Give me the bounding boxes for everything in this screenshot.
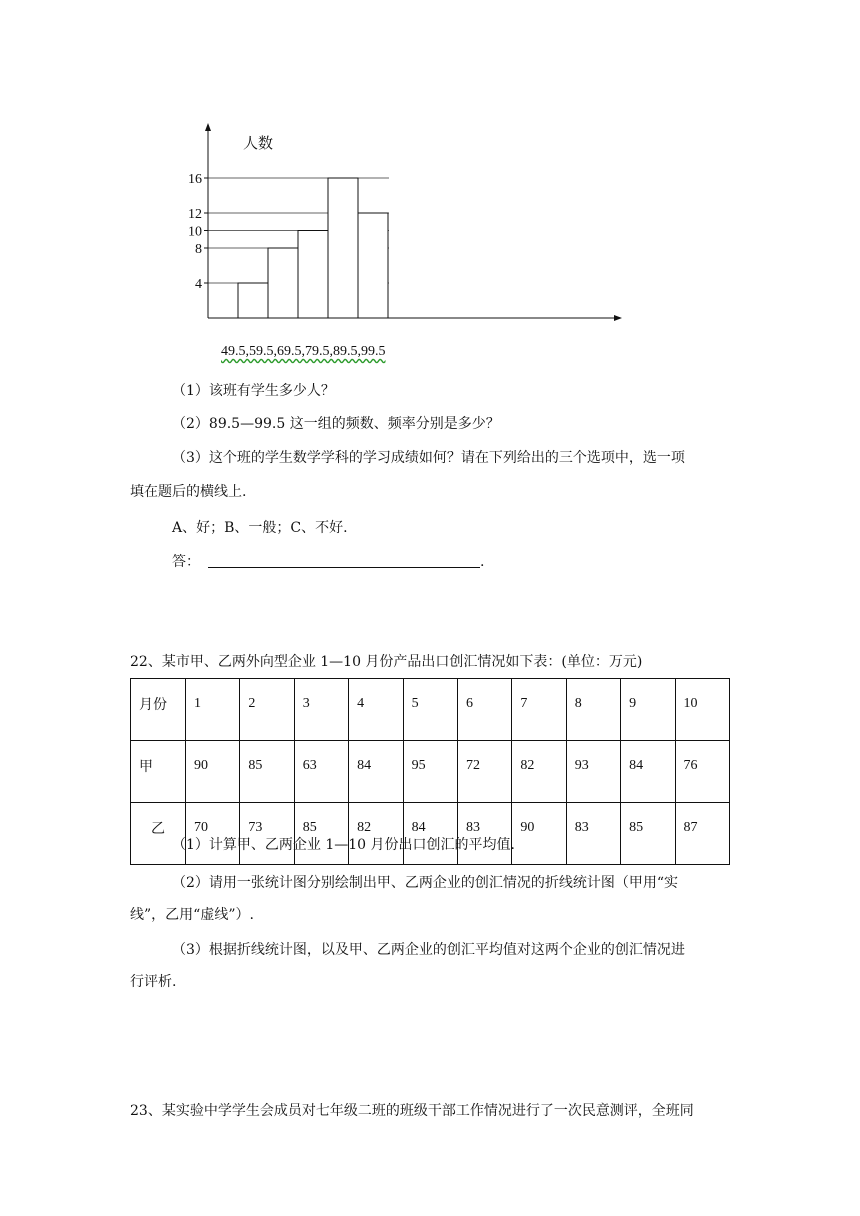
table-cell: 73 <box>240 803 294 865</box>
q22-sub2-line2: 线”，乙用“虚线”）. <box>130 907 254 923</box>
answer-blank <box>208 553 480 568</box>
q22-sub1: （1）计算甲、乙两企业 1—10 月份出口创汇的平均值. <box>172 837 515 853</box>
y-axis-label: 人数 <box>243 134 274 152</box>
histogram-bar <box>298 231 328 319</box>
table-row <box>131 803 730 865</box>
table-cell: 7 <box>512 679 566 741</box>
q22-title: 22、某市甲、乙两外向型企业 1—10 月份产品出口创汇情况如下表：(单位：万元) <box>130 654 643 670</box>
x-axis-labels: 49.5,59.5,69.5,79.5,89.5,99.5 <box>221 344 386 359</box>
table-cell: 82 <box>349 803 403 865</box>
histogram-bar <box>328 178 358 318</box>
table-cell: 63 <box>294 741 348 803</box>
table-cell: 84 <box>349 741 403 803</box>
table-cell: 72 <box>457 741 511 803</box>
q21-sub2: （2）89.5—99.5 这一组的频数、频率分别是多少？ <box>172 416 500 432</box>
q21-sub3-line1: （3）这个班的学生数学学科的学习成绩如何？请在下列给出的三个选项中，选一项 <box>172 450 685 466</box>
table-cell: 9 <box>621 679 675 741</box>
table-cell: 82 <box>512 741 566 803</box>
y-tick-label: 12 <box>188 207 202 222</box>
table-cell: 95 <box>403 741 457 803</box>
table-cell: 93 <box>566 741 620 803</box>
table-cell: 5 <box>403 679 457 741</box>
table-cell: 90 <box>512 803 566 865</box>
table-cell: 84 <box>621 741 675 803</box>
table-cell: 84 <box>403 803 457 865</box>
y-tick-label: 4 <box>195 277 202 292</box>
table-cell: 85 <box>240 741 294 803</box>
q23-title: 23、某实验中学学生会成员对七年级二班的班级干部工作情况进行了一次民意测评，全班同 <box>130 1103 694 1119</box>
q21-sub1: （1）该班有学生多少人？ <box>172 383 335 399</box>
q22-sub3-line1: （3）根据折线统计图，以及甲、乙两企业的创汇平均值对这两个企业的创汇情况进 <box>172 942 685 958</box>
table-cell: 2 <box>240 679 294 741</box>
table-cell: 85 <box>294 803 348 865</box>
table-row <box>131 741 730 803</box>
table-cell: 76 <box>675 741 729 803</box>
table-cell: 甲 <box>131 741 186 803</box>
table-cell: 83 <box>457 803 511 865</box>
q21-options: A、好；B、一般；C、不好. <box>172 520 348 536</box>
q21-sub3-line2: 填在题后的横线上. <box>130 484 247 500</box>
q21-answer-line <box>172 552 484 572</box>
y-tick-label: 10 <box>188 224 202 240</box>
table-cell: 90 <box>186 741 240 803</box>
table-cell: 10 <box>675 679 729 741</box>
answer-label: 答： <box>172 554 200 570</box>
table-cell: 3 <box>294 679 348 741</box>
table-cell: 85 <box>621 803 675 865</box>
table-cell: 8 <box>566 679 620 741</box>
y-axis-arrow <box>205 123 211 131</box>
table-cell: 87 <box>675 803 729 865</box>
table-cell: 6 <box>457 679 511 741</box>
q22-sub2-line1: （2）请用一张统计图分别绘制出甲、乙两企业的创汇情况的折线统计图（甲用“实 <box>172 875 679 891</box>
q22-sub3-line2: 行评析. <box>130 974 177 990</box>
histogram-bar <box>268 248 298 318</box>
table-cell: 1 <box>186 679 240 741</box>
histogram-bar <box>238 283 268 318</box>
y-tick-label: 16 <box>188 172 202 187</box>
table-cell: 70 <box>186 803 240 865</box>
x-axis-arrow <box>614 315 622 321</box>
table-cell: 4 <box>349 679 403 741</box>
table-row <box>131 679 730 741</box>
table-cell: 83 <box>566 803 620 865</box>
y-tick-label: 8 <box>195 242 202 257</box>
table-cell: 乙 <box>131 803 186 865</box>
histogram-bar <box>358 213 388 318</box>
table-cell: 月份 <box>131 679 186 741</box>
histogram-chart <box>170 115 640 330</box>
answer-end: . <box>480 554 485 570</box>
